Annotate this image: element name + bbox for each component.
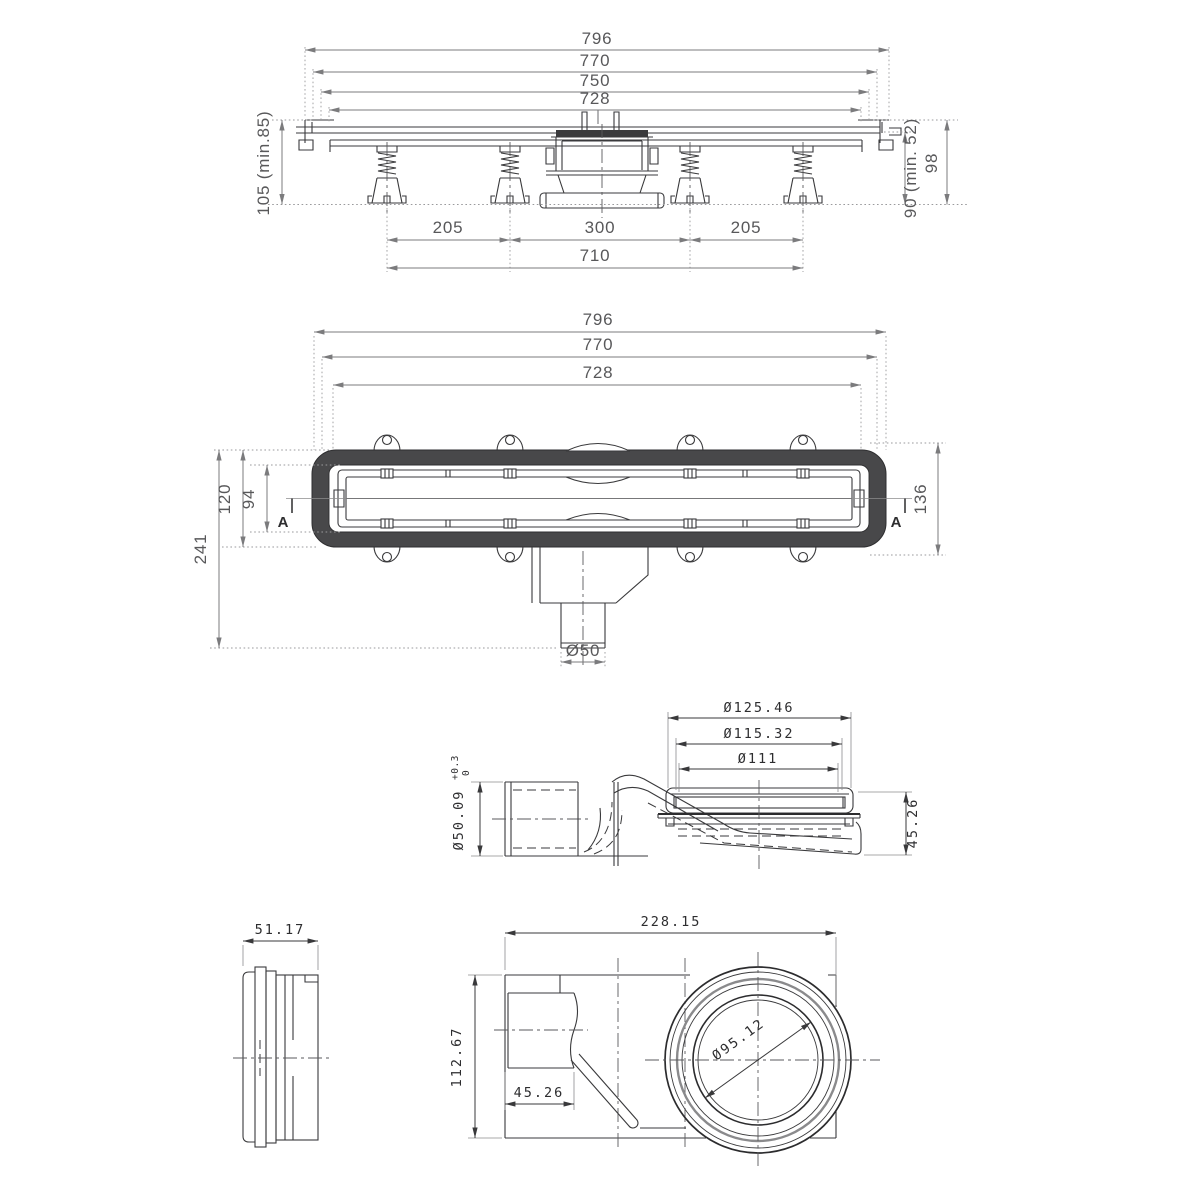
channel-clip (381, 469, 393, 478)
dim-796: 796 (581, 29, 613, 48)
dim-728: 728 (582, 363, 614, 382)
dim-120: 120 (215, 483, 234, 515)
dim-height-left: 105 (min.85) (254, 110, 273, 216)
dim-228-15: 228.15 (640, 914, 702, 930)
dim-770: 770 (582, 335, 614, 354)
channel-clip (797, 469, 809, 478)
dim-45-26-top: 45.26 (513, 1085, 565, 1101)
channel-clip (797, 519, 809, 528)
seal-flange-frame (312, 444, 886, 548)
dim-45-26-side: 45.26 (905, 797, 921, 849)
dim-241: 241 (191, 533, 210, 565)
dim-205-left: 205 (432, 218, 464, 237)
dim-94: 94 (239, 488, 258, 510)
channel-clip (504, 469, 516, 478)
dim-112-67: 112.67 (449, 1026, 465, 1088)
channel-clip (684, 469, 696, 478)
dim-750: 750 (579, 71, 611, 90)
dim-pipe-tolerance-lower: 0 (461, 769, 472, 776)
dim-136: 136 (911, 483, 930, 515)
dim-770: 770 (579, 51, 611, 70)
dim-flange-id: Ø111 (737, 751, 779, 767)
dim-796: 796 (582, 310, 614, 329)
dim-flange-mid: Ø115.32 (723, 726, 795, 742)
dim-height-right-inner: 90 (min. 52) (901, 117, 920, 219)
outlet-diameter: Ø50 (565, 641, 601, 660)
channel-clip (684, 519, 696, 528)
section-label-right: A (890, 514, 902, 531)
dim-pipe-tolerance-upper: +0.3 (450, 755, 461, 780)
section-label-left: A (277, 514, 289, 531)
channel-clip (504, 519, 516, 528)
dim-height-right-outer: 98 (922, 152, 941, 174)
dim-51-17: 51.17 (254, 922, 306, 938)
dim-728: 728 (579, 89, 611, 108)
dim-95-12: Ø95.12 (709, 1015, 768, 1065)
channel-clip (381, 519, 393, 528)
dim-pipe-diameter: Ø50.09 (451, 789, 467, 851)
dim-710: 710 (579, 246, 611, 265)
dim-300: 300 (584, 218, 616, 237)
dim-flange-od: Ø125.46 (723, 700, 795, 716)
dim-205-right: 205 (730, 218, 762, 237)
